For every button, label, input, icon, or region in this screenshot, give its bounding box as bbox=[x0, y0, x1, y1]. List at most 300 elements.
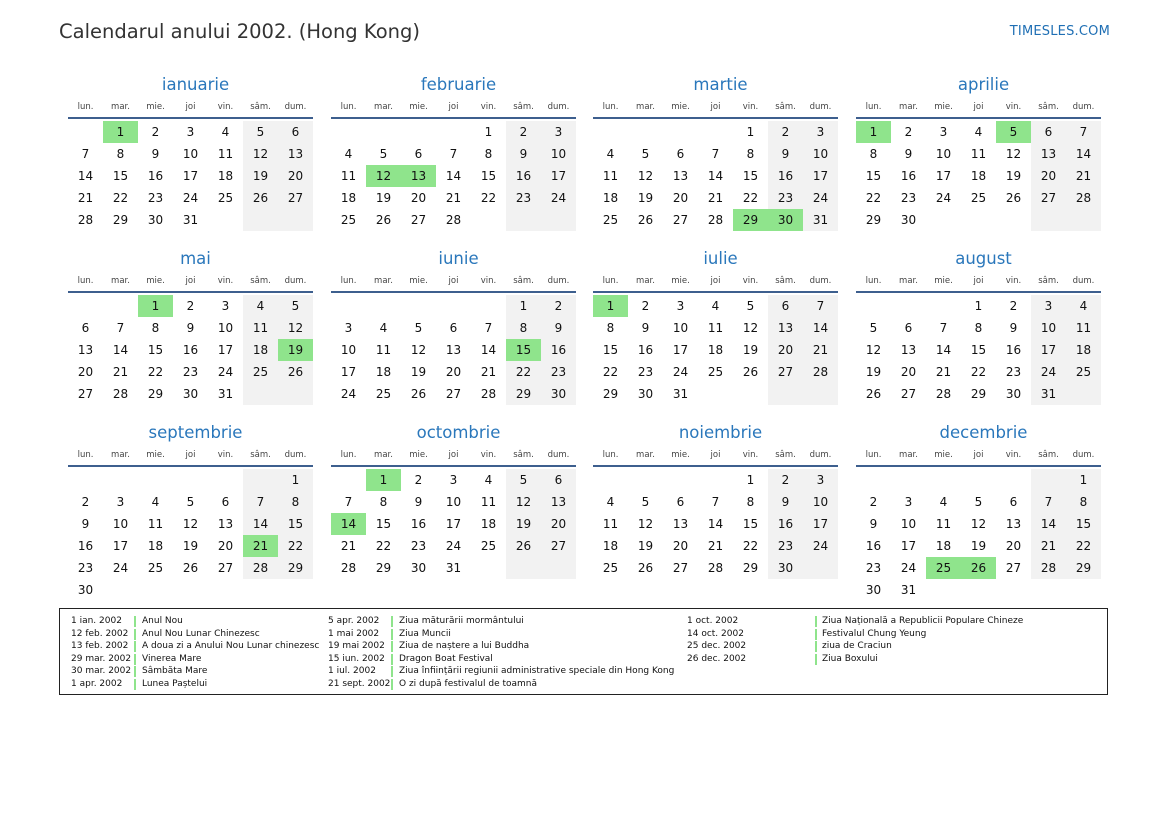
day-cell[interactable]: 7 bbox=[256, 495, 265, 509]
day-cell[interactable]: 16 bbox=[147, 169, 164, 183]
day-cell[interactable]: 29 bbox=[287, 561, 304, 575]
day-cell[interactable]: 9 bbox=[1009, 321, 1018, 335]
day-cell[interactable]: 27 bbox=[672, 213, 689, 227]
day-cell[interactable]: 25 bbox=[217, 191, 234, 205]
day-cell[interactable]: 10 bbox=[112, 517, 129, 531]
day-cell[interactable]: 24 bbox=[550, 191, 567, 205]
day-cell[interactable]: 25 bbox=[1075, 365, 1092, 379]
day-cell[interactable]: 12 bbox=[970, 517, 987, 531]
day-cell[interactable]: 2 bbox=[641, 299, 650, 313]
day-cell[interactable]: 18 bbox=[252, 343, 269, 357]
day-cell[interactable]: 6 bbox=[449, 321, 458, 335]
day-cell[interactable]: 1 bbox=[974, 299, 983, 313]
day-cell[interactable]: 26 bbox=[252, 191, 269, 205]
day-cell[interactable]: 5 bbox=[641, 495, 650, 509]
day-cell[interactable]: 9 bbox=[519, 147, 528, 161]
day-cell[interactable]: 21 bbox=[445, 191, 462, 205]
day-cell[interactable]: 2 bbox=[81, 495, 90, 509]
day-cell[interactable]: 22 bbox=[287, 539, 304, 553]
day-cell[interactable]: 24 bbox=[1040, 365, 1057, 379]
day-cell[interactable]: 17 bbox=[1040, 343, 1057, 357]
day-cell[interactable]: 4 bbox=[606, 147, 615, 161]
day-cell[interactable]: 16 bbox=[900, 169, 917, 183]
day-cell[interactable]: 8 bbox=[746, 495, 755, 509]
day-cell[interactable]: 5 bbox=[519, 473, 528, 487]
day-cell[interactable]: 6 bbox=[676, 495, 685, 509]
holiday-day-cell[interactable]: 21 bbox=[243, 535, 278, 557]
day-cell[interactable]: 8 bbox=[116, 147, 125, 161]
day-cell[interactable]: 8 bbox=[1079, 495, 1088, 509]
day-cell[interactable]: 14 bbox=[252, 517, 269, 531]
day-cell[interactable]: 29 bbox=[742, 561, 759, 575]
day-cell[interactable]: 12 bbox=[410, 343, 427, 357]
day-cell[interactable]: 9 bbox=[151, 147, 160, 161]
day-cell[interactable]: 26 bbox=[865, 387, 882, 401]
day-cell[interactable]: 13 bbox=[900, 343, 917, 357]
day-cell[interactable]: 17 bbox=[182, 169, 199, 183]
day-cell[interactable]: 14 bbox=[445, 169, 462, 183]
day-cell[interactable]: 21 bbox=[707, 539, 724, 553]
day-cell[interactable]: 18 bbox=[602, 191, 619, 205]
day-cell[interactable]: 3 bbox=[816, 473, 825, 487]
day-cell[interactable]: 22 bbox=[602, 365, 619, 379]
day-cell[interactable]: 13 bbox=[1040, 147, 1057, 161]
day-cell[interactable]: 24 bbox=[935, 191, 952, 205]
day-cell[interactable]: 9 bbox=[81, 517, 90, 531]
day-cell[interactable]: 28 bbox=[77, 213, 94, 227]
day-cell[interactable]: 1 bbox=[746, 473, 755, 487]
day-cell[interactable]: 4 bbox=[379, 321, 388, 335]
day-cell[interactable]: 8 bbox=[746, 147, 755, 161]
day-cell[interactable]: 2 bbox=[414, 473, 423, 487]
day-cell[interactable]: 11 bbox=[375, 343, 392, 357]
day-cell[interactable]: 11 bbox=[707, 321, 724, 335]
holiday-day-cell[interactable]: 12 bbox=[366, 165, 401, 187]
day-cell[interactable]: 15 bbox=[970, 343, 987, 357]
day-cell[interactable]: 4 bbox=[484, 473, 493, 487]
day-cell[interactable]: 14 bbox=[1075, 147, 1092, 161]
day-cell[interactable]: 2 bbox=[519, 125, 528, 139]
day-cell[interactable]: 7 bbox=[344, 495, 353, 509]
day-cell[interactable]: 27 bbox=[410, 213, 427, 227]
day-cell[interactable]: 10 bbox=[445, 495, 462, 509]
day-cell[interactable]: 18 bbox=[375, 365, 392, 379]
day-cell[interactable]: 24 bbox=[445, 539, 462, 553]
day-cell[interactable]: 2 bbox=[781, 473, 790, 487]
day-cell[interactable]: 28 bbox=[935, 387, 952, 401]
day-cell[interactable]: 28 bbox=[480, 387, 497, 401]
day-cell[interactable]: 1 bbox=[484, 125, 493, 139]
day-cell[interactable]: 17 bbox=[550, 169, 567, 183]
day-cell[interactable]: 25 bbox=[252, 365, 269, 379]
day-cell[interactable]: 30 bbox=[900, 213, 917, 227]
day-cell[interactable]: 3 bbox=[554, 125, 563, 139]
day-cell[interactable]: 20 bbox=[1005, 539, 1022, 553]
day-cell[interactable]: 6 bbox=[291, 125, 300, 139]
day-cell[interactable]: 12 bbox=[252, 147, 269, 161]
day-cell[interactable]: 25 bbox=[147, 561, 164, 575]
day-cell[interactable]: 20 bbox=[550, 517, 567, 531]
day-cell[interactable]: 17 bbox=[340, 365, 357, 379]
day-cell[interactable]: 13 bbox=[672, 517, 689, 531]
brand-link[interactable]: TIMESLES.COM bbox=[1009, 24, 1110, 39]
day-cell[interactable]: 18 bbox=[217, 169, 234, 183]
day-cell[interactable]: 20 bbox=[287, 169, 304, 183]
day-cell[interactable]: 6 bbox=[904, 321, 913, 335]
day-cell[interactable]: 7 bbox=[484, 321, 493, 335]
day-cell[interactable]: 3 bbox=[221, 299, 230, 313]
day-cell[interactable]: 15 bbox=[742, 517, 759, 531]
day-cell[interactable]: 10 bbox=[935, 147, 952, 161]
day-cell[interactable]: 18 bbox=[602, 539, 619, 553]
day-cell[interactable]: 3 bbox=[449, 473, 458, 487]
day-cell[interactable]: 20 bbox=[217, 539, 234, 553]
day-cell[interactable]: 11 bbox=[602, 169, 619, 183]
day-cell[interactable]: 23 bbox=[900, 191, 917, 205]
day-cell[interactable]: 26 bbox=[1005, 191, 1022, 205]
day-cell[interactable]: 9 bbox=[904, 147, 913, 161]
day-cell[interactable]: 18 bbox=[935, 539, 952, 553]
day-cell[interactable]: 4 bbox=[344, 147, 353, 161]
day-cell[interactable]: 19 bbox=[742, 343, 759, 357]
day-cell[interactable]: 4 bbox=[221, 125, 230, 139]
day-cell[interactable]: 15 bbox=[602, 343, 619, 357]
day-cell[interactable]: 29 bbox=[1075, 561, 1092, 575]
day-cell[interactable]: 19 bbox=[970, 539, 987, 553]
day-cell[interactable]: 31 bbox=[217, 387, 234, 401]
day-cell[interactable]: 10 bbox=[900, 517, 917, 531]
day-cell[interactable]: 5 bbox=[414, 321, 423, 335]
day-cell[interactable]: 27 bbox=[550, 539, 567, 553]
day-cell[interactable]: 23 bbox=[777, 539, 794, 553]
day-cell[interactable]: 23 bbox=[865, 561, 882, 575]
day-cell[interactable]: 26 bbox=[637, 561, 654, 575]
day-cell[interactable]: 12 bbox=[182, 517, 199, 531]
day-cell[interactable]: 12 bbox=[637, 169, 654, 183]
day-cell[interactable]: 20 bbox=[900, 365, 917, 379]
holiday-day-cell[interactable]: 19 bbox=[278, 339, 313, 361]
day-cell[interactable]: 6 bbox=[676, 147, 685, 161]
holiday-day-cell[interactable]: 15 bbox=[506, 339, 541, 361]
day-cell[interactable]: 12 bbox=[865, 343, 882, 357]
day-cell[interactable]: 31 bbox=[812, 213, 829, 227]
day-cell[interactable]: 21 bbox=[1075, 169, 1092, 183]
day-cell[interactable]: 19 bbox=[375, 191, 392, 205]
holiday-day-cell[interactable]: 5 bbox=[996, 121, 1031, 143]
day-cell[interactable]: 25 bbox=[602, 561, 619, 575]
day-cell[interactable]: 29 bbox=[375, 561, 392, 575]
day-cell[interactable]: 13 bbox=[672, 169, 689, 183]
day-cell[interactable]: 10 bbox=[340, 343, 357, 357]
day-cell[interactable]: 8 bbox=[151, 321, 160, 335]
holiday-day-cell[interactable]: 1 bbox=[593, 295, 628, 317]
day-cell[interactable]: 21 bbox=[707, 191, 724, 205]
day-cell[interactable]: 28 bbox=[340, 561, 357, 575]
day-cell[interactable]: 27 bbox=[777, 365, 794, 379]
day-cell[interactable]: 11 bbox=[970, 147, 987, 161]
day-cell[interactable]: 8 bbox=[974, 321, 983, 335]
day-cell[interactable]: 10 bbox=[812, 147, 829, 161]
day-cell[interactable]: 4 bbox=[151, 495, 160, 509]
day-cell[interactable]: 6 bbox=[781, 299, 790, 313]
day-cell[interactable]: 9 bbox=[554, 321, 563, 335]
day-cell[interactable]: 7 bbox=[116, 321, 125, 335]
day-cell[interactable]: 22 bbox=[865, 191, 882, 205]
day-cell[interactable]: 7 bbox=[816, 299, 825, 313]
day-cell[interactable]: 16 bbox=[777, 517, 794, 531]
day-cell[interactable]: 24 bbox=[900, 561, 917, 575]
day-cell[interactable]: 7 bbox=[1079, 125, 1088, 139]
day-cell[interactable]: 5 bbox=[641, 147, 650, 161]
day-cell[interactable]: 18 bbox=[340, 191, 357, 205]
day-cell[interactable]: 19 bbox=[637, 191, 654, 205]
day-cell[interactable]: 22 bbox=[970, 365, 987, 379]
day-cell[interactable]: 1 bbox=[291, 473, 300, 487]
day-cell[interactable]: 3 bbox=[904, 495, 913, 509]
day-cell[interactable]: 16 bbox=[410, 517, 427, 531]
holiday-day-cell[interactable]: 1 bbox=[366, 469, 401, 491]
day-cell[interactable]: 3 bbox=[816, 125, 825, 139]
day-cell[interactable]: 22 bbox=[375, 539, 392, 553]
day-cell[interactable]: 3 bbox=[1044, 299, 1053, 313]
day-cell[interactable]: 18 bbox=[147, 539, 164, 553]
day-cell[interactable]: 16 bbox=[1005, 343, 1022, 357]
day-cell[interactable]: 11 bbox=[340, 169, 357, 183]
day-cell[interactable]: 27 bbox=[287, 191, 304, 205]
day-cell[interactable]: 23 bbox=[515, 191, 532, 205]
day-cell[interactable]: 28 bbox=[707, 213, 724, 227]
day-cell[interactable]: 7 bbox=[81, 147, 90, 161]
day-cell[interactable]: 31 bbox=[182, 213, 199, 227]
holiday-day-cell[interactable]: 1 bbox=[138, 295, 173, 317]
day-cell[interactable]: 15 bbox=[742, 169, 759, 183]
day-cell[interactable]: 28 bbox=[112, 387, 129, 401]
day-cell[interactable]: 30 bbox=[182, 387, 199, 401]
day-cell[interactable]: 9 bbox=[641, 321, 650, 335]
day-cell[interactable]: 1 bbox=[1079, 473, 1088, 487]
day-cell[interactable]: 12 bbox=[287, 321, 304, 335]
day-cell[interactable]: 24 bbox=[340, 387, 357, 401]
day-cell[interactable]: 4 bbox=[974, 125, 983, 139]
day-cell[interactable]: 23 bbox=[637, 365, 654, 379]
day-cell[interactable]: 26 bbox=[637, 213, 654, 227]
day-cell[interactable]: 21 bbox=[480, 365, 497, 379]
day-cell[interactable]: 16 bbox=[182, 343, 199, 357]
day-cell[interactable]: 25 bbox=[375, 387, 392, 401]
day-cell[interactable]: 28 bbox=[707, 561, 724, 575]
day-cell[interactable]: 15 bbox=[147, 343, 164, 357]
day-cell[interactable]: 26 bbox=[287, 365, 304, 379]
day-cell[interactable]: 25 bbox=[340, 213, 357, 227]
day-cell[interactable]: 17 bbox=[445, 517, 462, 531]
holiday-day-cell[interactable]: 14 bbox=[331, 513, 366, 535]
day-cell[interactable]: 22 bbox=[480, 191, 497, 205]
day-cell[interactable]: 23 bbox=[777, 191, 794, 205]
day-cell[interactable]: 10 bbox=[672, 321, 689, 335]
day-cell[interactable]: 22 bbox=[112, 191, 129, 205]
day-cell[interactable]: 20 bbox=[410, 191, 427, 205]
day-cell[interactable]: 6 bbox=[221, 495, 230, 509]
day-cell[interactable]: 17 bbox=[900, 539, 917, 553]
day-cell[interactable]: 30 bbox=[410, 561, 427, 575]
day-cell[interactable]: 27 bbox=[900, 387, 917, 401]
day-cell[interactable]: 21 bbox=[812, 343, 829, 357]
day-cell[interactable]: 24 bbox=[217, 365, 234, 379]
day-cell[interactable]: 4 bbox=[711, 299, 720, 313]
day-cell[interactable]: 4 bbox=[1079, 299, 1088, 313]
day-cell[interactable]: 13 bbox=[217, 517, 234, 531]
day-cell[interactable]: 15 bbox=[480, 169, 497, 183]
day-cell[interactable]: 3 bbox=[186, 125, 195, 139]
day-cell[interactable]: 12 bbox=[742, 321, 759, 335]
day-cell[interactable]: 6 bbox=[1044, 125, 1053, 139]
day-cell[interactable]: 15 bbox=[112, 169, 129, 183]
holiday-day-cell[interactable]: 29 bbox=[733, 209, 768, 231]
day-cell[interactable]: 22 bbox=[742, 191, 759, 205]
holiday-day-cell[interactable]: 30 bbox=[768, 209, 803, 231]
day-cell[interactable]: 19 bbox=[410, 365, 427, 379]
day-cell[interactable]: 24 bbox=[182, 191, 199, 205]
day-cell[interactable]: 22 bbox=[515, 365, 532, 379]
holiday-day-cell[interactable]: 1 bbox=[856, 121, 891, 143]
day-cell[interactable]: 30 bbox=[865, 583, 882, 597]
day-cell[interactable]: 20 bbox=[672, 191, 689, 205]
day-cell[interactable]: 5 bbox=[379, 147, 388, 161]
day-cell[interactable]: 17 bbox=[112, 539, 129, 553]
day-cell[interactable]: 9 bbox=[869, 517, 878, 531]
day-cell[interactable]: 27 bbox=[77, 387, 94, 401]
day-cell[interactable]: 18 bbox=[970, 169, 987, 183]
day-cell[interactable]: 30 bbox=[550, 387, 567, 401]
day-cell[interactable]: 11 bbox=[480, 495, 497, 509]
day-cell[interactable]: 11 bbox=[252, 321, 269, 335]
day-cell[interactable]: 6 bbox=[554, 473, 563, 487]
day-cell[interactable]: 15 bbox=[1075, 517, 1092, 531]
day-cell[interactable]: 13 bbox=[77, 343, 94, 357]
day-cell[interactable]: 17 bbox=[935, 169, 952, 183]
day-cell[interactable]: 3 bbox=[116, 495, 125, 509]
day-cell[interactable]: 7 bbox=[711, 495, 720, 509]
day-cell[interactable]: 14 bbox=[480, 343, 497, 357]
day-cell[interactable]: 29 bbox=[865, 213, 882, 227]
day-cell[interactable]: 30 bbox=[1005, 387, 1022, 401]
day-cell[interactable]: 20 bbox=[672, 539, 689, 553]
day-cell[interactable]: 28 bbox=[445, 213, 462, 227]
day-cell[interactable]: 7 bbox=[939, 321, 948, 335]
day-cell[interactable]: 29 bbox=[602, 387, 619, 401]
day-cell[interactable]: 3 bbox=[344, 321, 353, 335]
day-cell[interactable]: 17 bbox=[672, 343, 689, 357]
day-cell[interactable]: 13 bbox=[550, 495, 567, 509]
day-cell[interactable]: 30 bbox=[637, 387, 654, 401]
day-cell[interactable]: 24 bbox=[672, 365, 689, 379]
day-cell[interactable]: 19 bbox=[252, 169, 269, 183]
day-cell[interactable]: 1 bbox=[519, 299, 528, 313]
day-cell[interactable]: 19 bbox=[1005, 169, 1022, 183]
day-cell[interactable]: 24 bbox=[112, 561, 129, 575]
day-cell[interactable]: 11 bbox=[602, 517, 619, 531]
day-cell[interactable]: 28 bbox=[1040, 561, 1057, 575]
day-cell[interactable]: 3 bbox=[939, 125, 948, 139]
day-cell[interactable]: 23 bbox=[550, 365, 567, 379]
day-cell[interactable]: 2 bbox=[904, 125, 913, 139]
day-cell[interactable]: 10 bbox=[1040, 321, 1057, 335]
day-cell[interactable]: 14 bbox=[112, 343, 129, 357]
day-cell[interactable]: 29 bbox=[112, 213, 129, 227]
day-cell[interactable]: 23 bbox=[410, 539, 427, 553]
day-cell[interactable]: 25 bbox=[970, 191, 987, 205]
day-cell[interactable]: 5 bbox=[256, 125, 265, 139]
day-cell[interactable]: 15 bbox=[375, 517, 392, 531]
day-cell[interactable]: 2 bbox=[869, 495, 878, 509]
day-cell[interactable]: 19 bbox=[515, 517, 532, 531]
day-cell[interactable]: 27 bbox=[217, 561, 234, 575]
day-cell[interactable]: 2 bbox=[186, 299, 195, 313]
day-cell[interactable]: 28 bbox=[252, 561, 269, 575]
day-cell[interactable]: 4 bbox=[939, 495, 948, 509]
day-cell[interactable]: 10 bbox=[182, 147, 199, 161]
day-cell[interactable]: 23 bbox=[147, 191, 164, 205]
day-cell[interactable]: 6 bbox=[1009, 495, 1018, 509]
holiday-day-cell[interactable]: 26 bbox=[961, 557, 996, 579]
day-cell[interactable]: 26 bbox=[375, 213, 392, 227]
day-cell[interactable]: 31 bbox=[445, 561, 462, 575]
day-cell[interactable]: 2 bbox=[151, 125, 160, 139]
day-cell[interactable]: 10 bbox=[812, 495, 829, 509]
day-cell[interactable]: 25 bbox=[707, 365, 724, 379]
day-cell[interactable]: 9 bbox=[781, 495, 790, 509]
day-cell[interactable]: 26 bbox=[410, 387, 427, 401]
day-cell[interactable]: 14 bbox=[812, 321, 829, 335]
day-cell[interactable]: 21 bbox=[340, 539, 357, 553]
day-cell[interactable]: 15 bbox=[287, 517, 304, 531]
day-cell[interactable]: 9 bbox=[414, 495, 423, 509]
day-cell[interactable]: 25 bbox=[602, 213, 619, 227]
day-cell[interactable]: 28 bbox=[812, 365, 829, 379]
day-cell[interactable]: 4 bbox=[256, 299, 265, 313]
day-cell[interactable]: 25 bbox=[480, 539, 497, 553]
day-cell[interactable]: 18 bbox=[480, 517, 497, 531]
day-cell[interactable]: 7 bbox=[711, 147, 720, 161]
day-cell[interactable]: 21 bbox=[77, 191, 94, 205]
day-cell[interactable]: 9 bbox=[186, 321, 195, 335]
day-cell[interactable]: 2 bbox=[554, 299, 563, 313]
day-cell[interactable]: 27 bbox=[672, 561, 689, 575]
day-cell[interactable]: 5 bbox=[186, 495, 195, 509]
day-cell[interactable]: 9 bbox=[781, 147, 790, 161]
day-cell[interactable]: 6 bbox=[81, 321, 90, 335]
day-cell[interactable]: 18 bbox=[1075, 343, 1092, 357]
day-cell[interactable]: 12 bbox=[637, 517, 654, 531]
day-cell[interactable]: 15 bbox=[865, 169, 882, 183]
day-cell[interactable]: 27 bbox=[1040, 191, 1057, 205]
day-cell[interactable]: 11 bbox=[217, 147, 234, 161]
day-cell[interactable]: 29 bbox=[515, 387, 532, 401]
day-cell[interactable]: 31 bbox=[1040, 387, 1057, 401]
day-cell[interactable]: 5 bbox=[291, 299, 300, 313]
day-cell[interactable]: 21 bbox=[1040, 539, 1057, 553]
day-cell[interactable]: 8 bbox=[379, 495, 388, 509]
day-cell[interactable]: 16 bbox=[777, 169, 794, 183]
day-cell[interactable]: 16 bbox=[515, 169, 532, 183]
day-cell[interactable]: 11 bbox=[935, 517, 952, 531]
day-cell[interactable]: 22 bbox=[742, 539, 759, 553]
day-cell[interactable]: 30 bbox=[777, 561, 794, 575]
day-cell[interactable]: 20 bbox=[1040, 169, 1057, 183]
day-cell[interactable]: 16 bbox=[865, 539, 882, 553]
day-cell[interactable]: 18 bbox=[707, 343, 724, 357]
day-cell[interactable]: 5 bbox=[869, 321, 878, 335]
